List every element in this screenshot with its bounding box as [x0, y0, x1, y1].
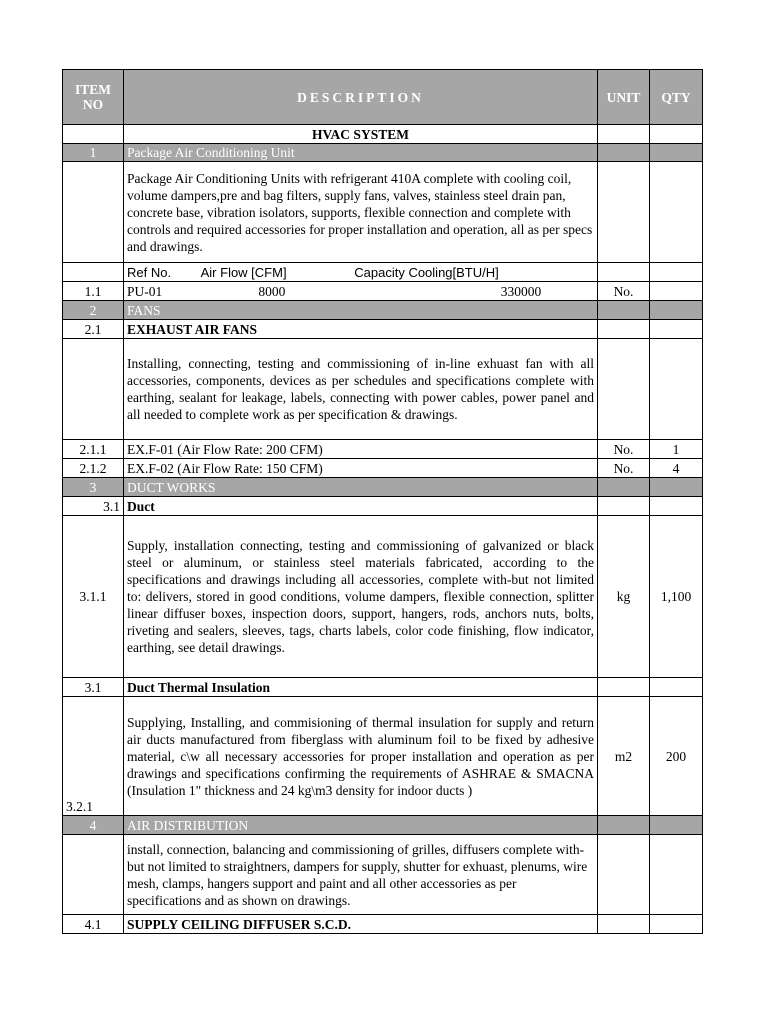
item-number: 3.1.1 — [63, 516, 124, 678]
item-description: Supply, installation connecting, testing and commissioning of galvanized or black steel or aluminum, or stainless steel materials fabricated, according to the specifications and drawings including all accessories, complete with-but not limited to: delivers, stored in good conditions, volume dampers, flexible connection, splitter linear diffuser boxes, inspection doors, support, hangers, rods, anchors nuts, bolts, riveting and sealers, sleeves, tags, charts labels, color code finishing, flow indicator, earthing, see detail drawings. — [124, 516, 598, 678]
header-item-no: ITEM NO — [63, 70, 124, 125]
header-qty: QTY — [650, 70, 703, 125]
boq-table — [62, 69, 703, 934]
section-title: Package Air Conditioning Unit — [124, 144, 598, 162]
section-number: 4 — [63, 816, 124, 835]
ref-header-airflow: Air Flow [CFM] — [200, 264, 287, 280]
section-title: DUCT WORKS — [124, 478, 598, 497]
item-unit: No. — [598, 459, 650, 478]
description-row — [63, 339, 703, 440]
section-number: 3 — [63, 478, 124, 497]
item-qty: 200 — [650, 697, 703, 816]
item-number: 1.1 — [63, 282, 124, 301]
ref-headers — [124, 263, 598, 282]
section-description: Package Air Conditioning Units with refrigerant 410A complete with cooling coil, volume dampers,pre and bag filters, supply fans, valves, stainless steel drain pan, concrete base, vibration isolators, supports, flexible connection and complete with controls and required accessories for proper installation and operation, all as per specs and drawings. — [124, 162, 598, 263]
section-row-3 — [63, 478, 703, 497]
section-description: install, connection, balancing and commissioning of grilles, diffusers complete with-but not limited to straightners, dampers for supply, shutter for exhuast, plenums, wire mesh, clamps, hangers support and paint and all other accessories as per specifications and as shown on drawings. — [124, 835, 598, 915]
item-unit: m2 — [598, 697, 650, 816]
table-row — [63, 459, 703, 478]
item-ref-cell — [124, 282, 598, 301]
item-qty: 4 — [650, 459, 703, 478]
item-capacity: 330000 — [500, 283, 542, 299]
item-description: EX.F-01 (Air Flow Rate: 200 CFM) — [124, 440, 598, 459]
subsection-number: 3.1 — [63, 497, 124, 516]
description-row — [63, 162, 703, 263]
item-number: 3.2.1 — [63, 697, 124, 816]
table-row — [63, 440, 703, 459]
header-description: DESCRIPTION — [124, 70, 598, 125]
subsection-title: EXHAUST AIR FANS — [124, 320, 598, 339]
subsection-row — [63, 497, 703, 516]
subsection-number: 4.1 — [63, 915, 124, 934]
ref-header-capacity: Capacity Cooling[BTU/H] — [354, 264, 499, 280]
subsection-row — [63, 678, 703, 697]
section-title: FANS — [124, 301, 598, 320]
item-ref: PU-01 — [127, 283, 163, 299]
item-airflow: 8000 — [258, 283, 286, 299]
section-row-4 — [63, 816, 703, 835]
subsection-row — [63, 915, 703, 934]
item-number: 2.1.1 — [63, 440, 124, 459]
section-number: 2 — [63, 301, 124, 320]
item-number: 2.1.2 — [63, 459, 124, 478]
subsection-row — [63, 320, 703, 339]
table-row — [63, 282, 703, 301]
section-number: 1 — [63, 144, 124, 162]
section-title: AIR DISTRIBUTION — [124, 816, 598, 835]
item-unit: No. — [598, 282, 650, 301]
table-header-row — [63, 70, 703, 125]
item-description: EX.F-02 (Air Flow Rate: 150 CFM) — [124, 459, 598, 478]
subsection-title: Duct — [124, 497, 598, 516]
item-unit: kg — [598, 516, 650, 678]
item-description: Supplying, Installing, and commisioning of thermal insulation for supply and return air ducts manufactured from fiberglass with aluminum foil to be fixed by adhesive material, c\w all necessary accessories for proper installation and operation as per drawings and specifications confirming the requirements of ASHRAE & SMACNA (Insulation 1" thickness and 24 kg\m3 density for indoor ducts ) — [124, 697, 598, 816]
section-description: Installing, connecting, testing and commissioning of in-line exhuast fan with all accessories, components, devices as per schedules and specifications complete with earthing, sealant for leakage, labels, connecting with power cables, power panel and all needed to complete work as per specification & drawings. — [124, 339, 598, 440]
item-unit: No. — [598, 440, 650, 459]
subsection-title: SUPPLY CEILING DIFFUSER S.C.D. — [124, 915, 598, 934]
subsection-number: 2.1 — [63, 320, 124, 339]
ref-header-ref: Ref No. — [127, 264, 172, 280]
description-row — [63, 835, 703, 915]
title-row — [63, 125, 703, 144]
subsection-title: Duct Thermal Insulation — [124, 678, 598, 697]
ref-header-row — [63, 263, 703, 282]
table-row — [63, 516, 703, 678]
subsection-number: 3.1 — [63, 678, 124, 697]
item-qty: 1 — [650, 440, 703, 459]
item-qty — [650, 282, 703, 301]
table-title: HVAC SYSTEM — [124, 125, 598, 144]
header-unit: UNIT — [598, 70, 650, 125]
table-row — [63, 697, 703, 816]
item-qty: 1,100 — [650, 516, 703, 678]
section-row-1 — [63, 144, 703, 162]
section-row-2 — [63, 301, 703, 320]
